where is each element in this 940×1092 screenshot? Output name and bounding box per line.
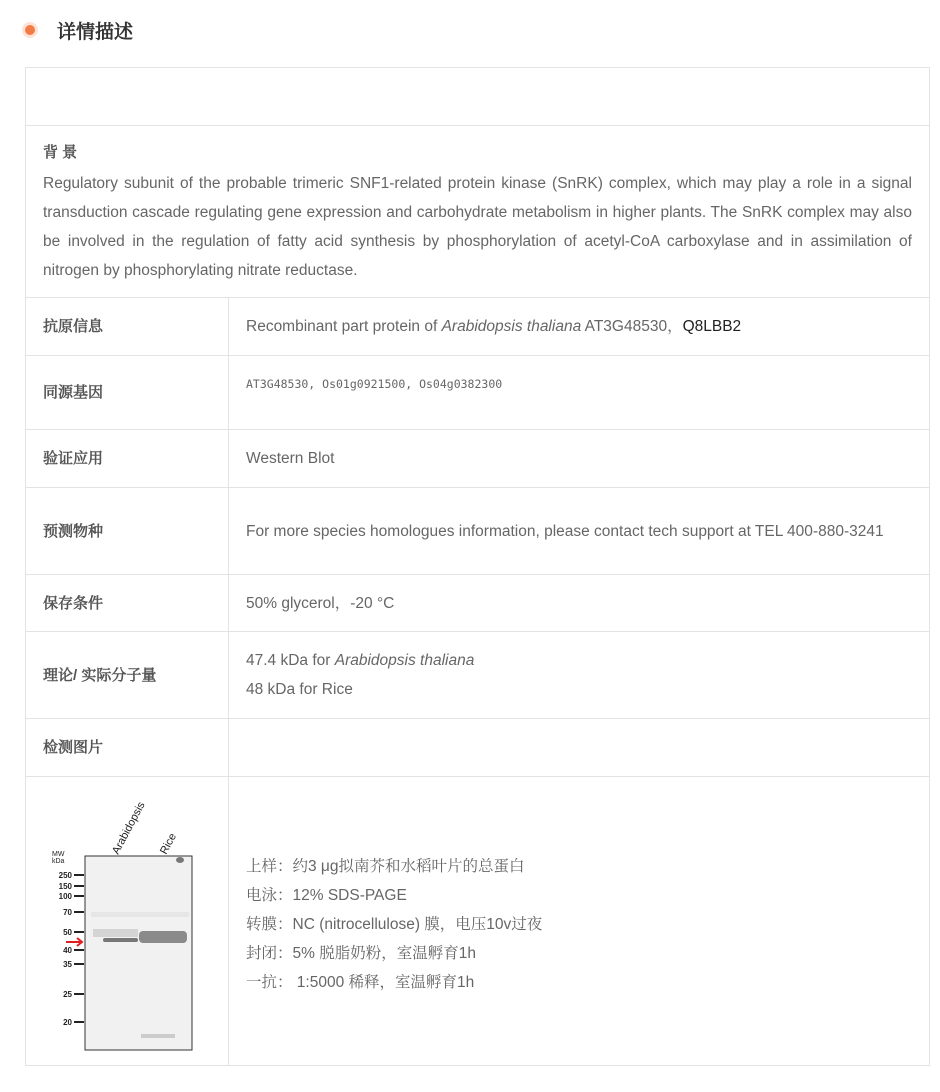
antigen-pre: Recombinant part protein of (246, 318, 442, 335)
membrane (85, 856, 192, 1050)
section-title: 详情描述 (57, 21, 134, 43)
blot-speck (176, 857, 184, 863)
blot-note: 上样：约3 μg拟南芥和水稻叶片的总蛋白 (246, 857, 525, 875)
section-header (22, 14, 133, 46)
species-value: For more species homologues information, please contact tech support at TEL 400-880-3241 (229, 488, 930, 575)
homologs-label: 同源基因 (26, 356, 229, 430)
antigen-species: Arabidopsis thaliana (441, 318, 582, 335)
species-label: 预测物种 (26, 488, 229, 575)
detail-table (25, 67, 930, 1066)
faint-band (141, 1034, 175, 1038)
marker-label: 100 (58, 892, 72, 901)
arabidopsis-band (103, 938, 138, 942)
blot-note: 一抗： 1:5000 稀释，室温孵育1h (246, 973, 475, 991)
mw-line1: 47.4 kDa for (246, 652, 335, 669)
blot-image-cell (26, 777, 229, 1066)
marker-label: 25 (63, 990, 72, 999)
marker-label: 150 (58, 882, 72, 891)
application-label: 验证应用 (26, 430, 229, 488)
marker-label: 20 (63, 1018, 72, 1027)
red-arrow-icon (66, 938, 82, 946)
marker-label: 70 (63, 908, 72, 917)
kda-label: kDa (52, 858, 65, 865)
antigen-label: 抗原信息 (26, 298, 229, 356)
background-text: Regulatory subunit of the probable trimeric SNF1-related protein kinase (SnRK) complex, which may play a role in a signal transduction cascade regulating gene expression and carbohydrate metabolism in higher plants. The SnRK complex may also be involved in the regulation of fatty acid synthesis by phosphorylation of acetyl-CoA carboxylase and in assimilation of nitrogen by phosphorylating nitrate reductase. (43, 175, 912, 279)
blot-note: 电泳：12% SDS-PAGE (246, 886, 407, 904)
storage-value: 50% glycerol，-20 °C (229, 575, 930, 632)
mw-label: 理论/ 实际分子量 (26, 632, 229, 719)
accession-link[interactable]: Q8LBB2 (682, 318, 742, 335)
mw-value (229, 632, 930, 719)
mw-species: Arabidopsis thaliana (334, 652, 475, 669)
mw-line2: 48 kDa for Rice (246, 681, 353, 698)
storage-label: 保存条件 (26, 575, 229, 632)
faint-band (93, 929, 138, 937)
blot-note: 封闭：5% 脱脂奶粉，室温孵育1h (246, 944, 476, 962)
application-value: Western Blot (229, 430, 930, 488)
western-blot-image (26, 777, 226, 1065)
antigen-gene: AT3G48530， (581, 318, 683, 335)
blot-note: 转膜：NC (nitrocellulose) 膜，电压10v过夜 (246, 915, 543, 933)
lane-label: Rice (158, 831, 179, 857)
mw-label: MW (52, 851, 65, 858)
antigen-value (229, 298, 930, 356)
blot-notes (229, 777, 930, 1066)
marker-label: 250 (58, 871, 72, 880)
bullet-dot-icon (25, 25, 35, 35)
empty-row (26, 68, 930, 126)
marker-label: 50 (63, 928, 72, 937)
marker-label: 35 (63, 960, 72, 969)
rice-band (139, 931, 187, 943)
lane-label: Arabidopsis (110, 800, 148, 857)
images-label: 检测图片 (26, 719, 229, 777)
background-label: 背 景 (43, 144, 78, 161)
faint-band (91, 912, 189, 917)
marker-label: 40 (63, 946, 72, 955)
homologs-value: AT3G48530, Os01g0921500, Os04g0382300 (229, 356, 930, 430)
background-row (26, 126, 930, 298)
images-empty (229, 719, 930, 777)
